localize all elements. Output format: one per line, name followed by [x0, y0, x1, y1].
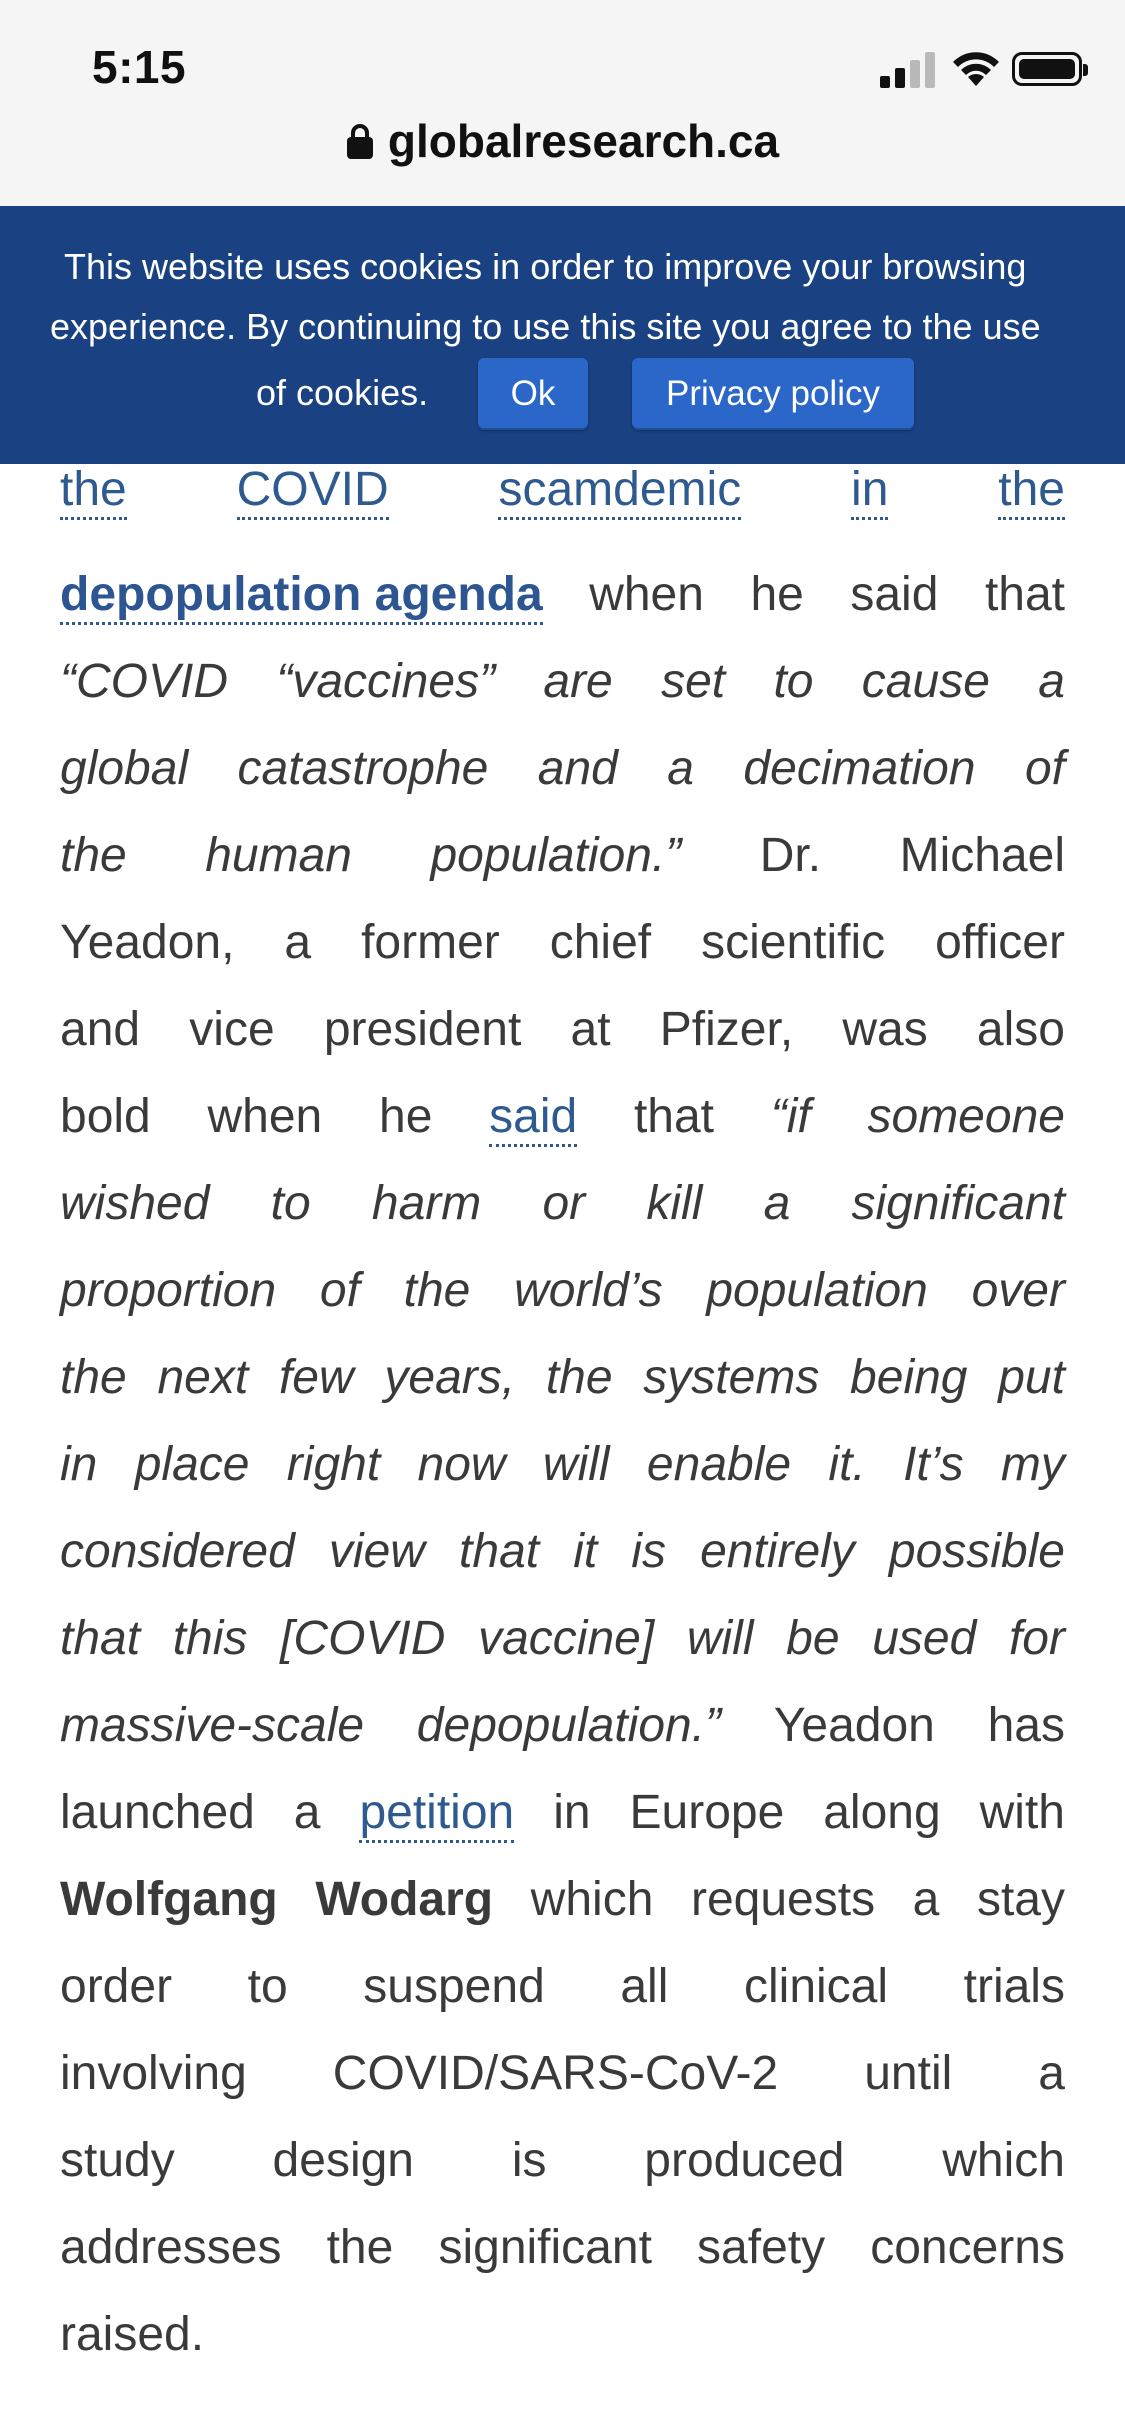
word: proportion — [60, 1264, 277, 1317]
word: place — [134, 1438, 250, 1491]
address-bar[interactable] — [0, 114, 1125, 168]
word: of — [1024, 742, 1065, 795]
word: be — [786, 1612, 840, 1665]
word: in — [553, 1786, 591, 1839]
word: that — [633, 1090, 715, 1143]
word: world’s — [514, 1264, 663, 1317]
word: stay — [976, 1873, 1065, 1926]
word: systems — [643, 1351, 820, 1404]
cookie-text-line-2: experience. By continuing to use this site you agree to the use — [50, 306, 1041, 347]
word: addresses — [60, 2221, 282, 2274]
word: raised. — [60, 2308, 205, 2361]
word: It’s — [903, 1438, 964, 1491]
word: scientific — [701, 916, 886, 969]
word: suspend — [363, 1960, 545, 2013]
word: vice — [189, 1003, 275, 1056]
word: this — [172, 1612, 248, 1665]
word: when — [207, 1090, 323, 1143]
word: until — [864, 2047, 953, 2100]
word: and — [537, 742, 618, 795]
word: all — [620, 1960, 669, 2013]
word: Yeadon, — [60, 916, 235, 969]
article-line — [60, 1160, 1065, 1247]
word: significant — [438, 2221, 652, 2274]
word: decimation — [743, 742, 976, 795]
covid-scamdemic-link[interactable]: the — [998, 464, 1065, 520]
word: cause — [861, 655, 990, 708]
word: over — [971, 1264, 1065, 1317]
article-line — [60, 1073, 1065, 1160]
word: concerns — [870, 2221, 1065, 2274]
word: Yeadon — [773, 1699, 935, 1752]
word: he — [750, 568, 804, 621]
article-line — [60, 1682, 1065, 1769]
article-line — [60, 638, 1065, 725]
word: study — [60, 2134, 175, 2187]
address-domain: globalresearch.ca — [387, 115, 780, 167]
word: bold — [60, 1090, 151, 1143]
word: it — [573, 1525, 598, 1578]
word: massive-scale — [60, 1699, 365, 1752]
word: considered — [60, 1525, 295, 1578]
article-line — [60, 551, 1065, 638]
covid-scamdemic-link[interactable]: the — [60, 464, 127, 520]
word: harm — [371, 1177, 482, 1230]
word: global — [60, 742, 189, 795]
word: was — [842, 1003, 928, 1056]
word: that — [60, 1612, 141, 1665]
word: next — [157, 1351, 249, 1404]
word: vaccine] — [478, 1612, 655, 1665]
word: a — [284, 916, 312, 969]
article-line — [60, 2030, 1065, 2117]
word: for — [1008, 1612, 1065, 1665]
word: catastrophe — [237, 742, 489, 795]
status-time: 5:15 — [92, 41, 187, 93]
article-line — [60, 812, 1065, 899]
word: clinical — [743, 1960, 889, 2013]
word: kill — [646, 1177, 703, 1230]
word: the — [545, 1351, 613, 1404]
word: the — [60, 1351, 127, 1404]
article-line — [60, 725, 1065, 812]
word: put — [998, 1351, 1065, 1404]
word: entirely — [700, 1525, 855, 1578]
word: my — [1000, 1438, 1065, 1491]
word: launched — [60, 1786, 255, 1839]
word: in — [60, 1438, 98, 1491]
word: a — [763, 1177, 791, 1230]
word: human — [205, 829, 352, 882]
word: “vaccines” — [276, 655, 496, 708]
article-line — [60, 986, 1065, 1073]
word: will — [542, 1438, 610, 1491]
word: at — [570, 1003, 611, 1056]
word: that — [984, 568, 1065, 621]
word: Michael — [899, 829, 1065, 882]
word: the — [326, 2221, 394, 2274]
word: safety — [697, 2221, 826, 2274]
word: order — [60, 1960, 173, 2013]
cellular-signal-icon — [880, 52, 936, 88]
word: years, — [384, 1351, 516, 1404]
word: officer — [935, 916, 1065, 969]
word: “COVID — [60, 655, 228, 708]
word: to — [773, 655, 814, 708]
word: it. — [828, 1438, 866, 1491]
word: now — [417, 1438, 506, 1491]
covid-scamdemic-link[interactable]: scamdemic — [498, 464, 741, 520]
word: will — [686, 1612, 754, 1665]
cookie-text-line-1: This website uses cookies in order to improve your browsing — [64, 246, 1027, 287]
word: used — [872, 1612, 977, 1665]
word: a — [293, 1786, 321, 1839]
word: someone — [867, 1090, 1065, 1143]
top-bar — [0, 0, 1125, 206]
word: wished — [60, 1177, 210, 1230]
word: chief — [549, 916, 652, 969]
word: when — [589, 568, 704, 621]
word: Pfizer, — [659, 1003, 794, 1056]
word: Wodarg — [315, 1873, 494, 1926]
word: produced — [644, 2134, 845, 2187]
article-body — [60, 464, 1065, 2378]
word: of — [319, 1264, 360, 1317]
word: the — [60, 829, 127, 882]
lock-icon — [346, 122, 374, 160]
word: is — [511, 2134, 547, 2187]
word: the — [403, 1264, 471, 1317]
word: which — [530, 1873, 654, 1926]
petition-link[interactable]: petition — [359, 1787, 514, 1843]
word: president — [323, 1003, 522, 1056]
word: along — [823, 1786, 941, 1839]
word: Dr. — [759, 829, 822, 882]
word: also — [976, 1003, 1065, 1056]
word: a — [1038, 655, 1065, 708]
word: requests — [690, 1873, 876, 1926]
article-line — [60, 1595, 1065, 1682]
article-line — [60, 1247, 1065, 1334]
word: COVID/SARS-CoV-2 — [332, 2047, 779, 2100]
battery-icon — [1012, 52, 1082, 86]
word: has — [987, 1699, 1065, 1752]
word: to — [270, 1177, 311, 1230]
wifi-icon — [950, 48, 1002, 88]
word: right — [286, 1438, 381, 1491]
word: enable — [646, 1438, 792, 1491]
word: Europe — [629, 1786, 785, 1839]
article-line — [60, 2291, 1065, 2378]
word: are — [543, 655, 613, 708]
word: with — [979, 1786, 1065, 1839]
article-line — [60, 2204, 1065, 2291]
word: “if — [770, 1090, 811, 1143]
article-line — [60, 464, 1065, 551]
article-line — [60, 1421, 1065, 1508]
word: that — [459, 1525, 540, 1578]
article-line — [60, 1943, 1065, 2030]
article-line — [60, 2117, 1065, 2204]
word: being — [850, 1351, 968, 1404]
cookie-banner — [0, 206, 1125, 464]
privacy-policy-button[interactable]: Privacy policy — [632, 358, 914, 430]
article-line — [60, 1508, 1065, 1595]
word: former — [361, 916, 500, 969]
word: depopulation.” — [416, 1699, 722, 1752]
word: population — [706, 1264, 928, 1317]
word: is — [631, 1525, 666, 1578]
word: set — [661, 655, 726, 708]
article-line — [60, 899, 1065, 986]
word: few — [278, 1351, 354, 1404]
covid-scamdemic-link[interactable]: COVID — [237, 464, 389, 520]
covid-scamdemic-link[interactable]: in — [851, 464, 888, 520]
word: a — [667, 742, 694, 795]
word: he — [379, 1090, 433, 1143]
word: population.” — [430, 829, 682, 882]
cookie-ok-button[interactable]: Ok — [478, 358, 588, 430]
word: involving — [60, 2047, 247, 2100]
word: a — [912, 1873, 940, 1926]
word: significant — [851, 1177, 1065, 1230]
word: and — [60, 1003, 141, 1056]
article-line — [60, 1769, 1065, 1856]
cookie-text-line-3: of cookies. — [256, 372, 429, 413]
word: view — [328, 1525, 425, 1578]
word: trials — [963, 1960, 1065, 2013]
word: possible — [888, 1525, 1065, 1578]
word: which — [942, 2134, 1065, 2187]
word: to — [247, 1960, 288, 2013]
word: or — [542, 1177, 586, 1230]
word: design — [272, 2134, 414, 2187]
word: a — [1038, 2047, 1065, 2100]
word: Wolfgang — [60, 1873, 278, 1926]
article-line — [60, 1334, 1065, 1421]
article-line — [60, 1856, 1065, 1943]
word: said — [850, 568, 939, 621]
depopulation-agenda-link[interactable]: depopulation agenda — [60, 569, 543, 625]
word: [COVID — [280, 1612, 446, 1665]
said-link[interactable]: said — [489, 1091, 577, 1147]
